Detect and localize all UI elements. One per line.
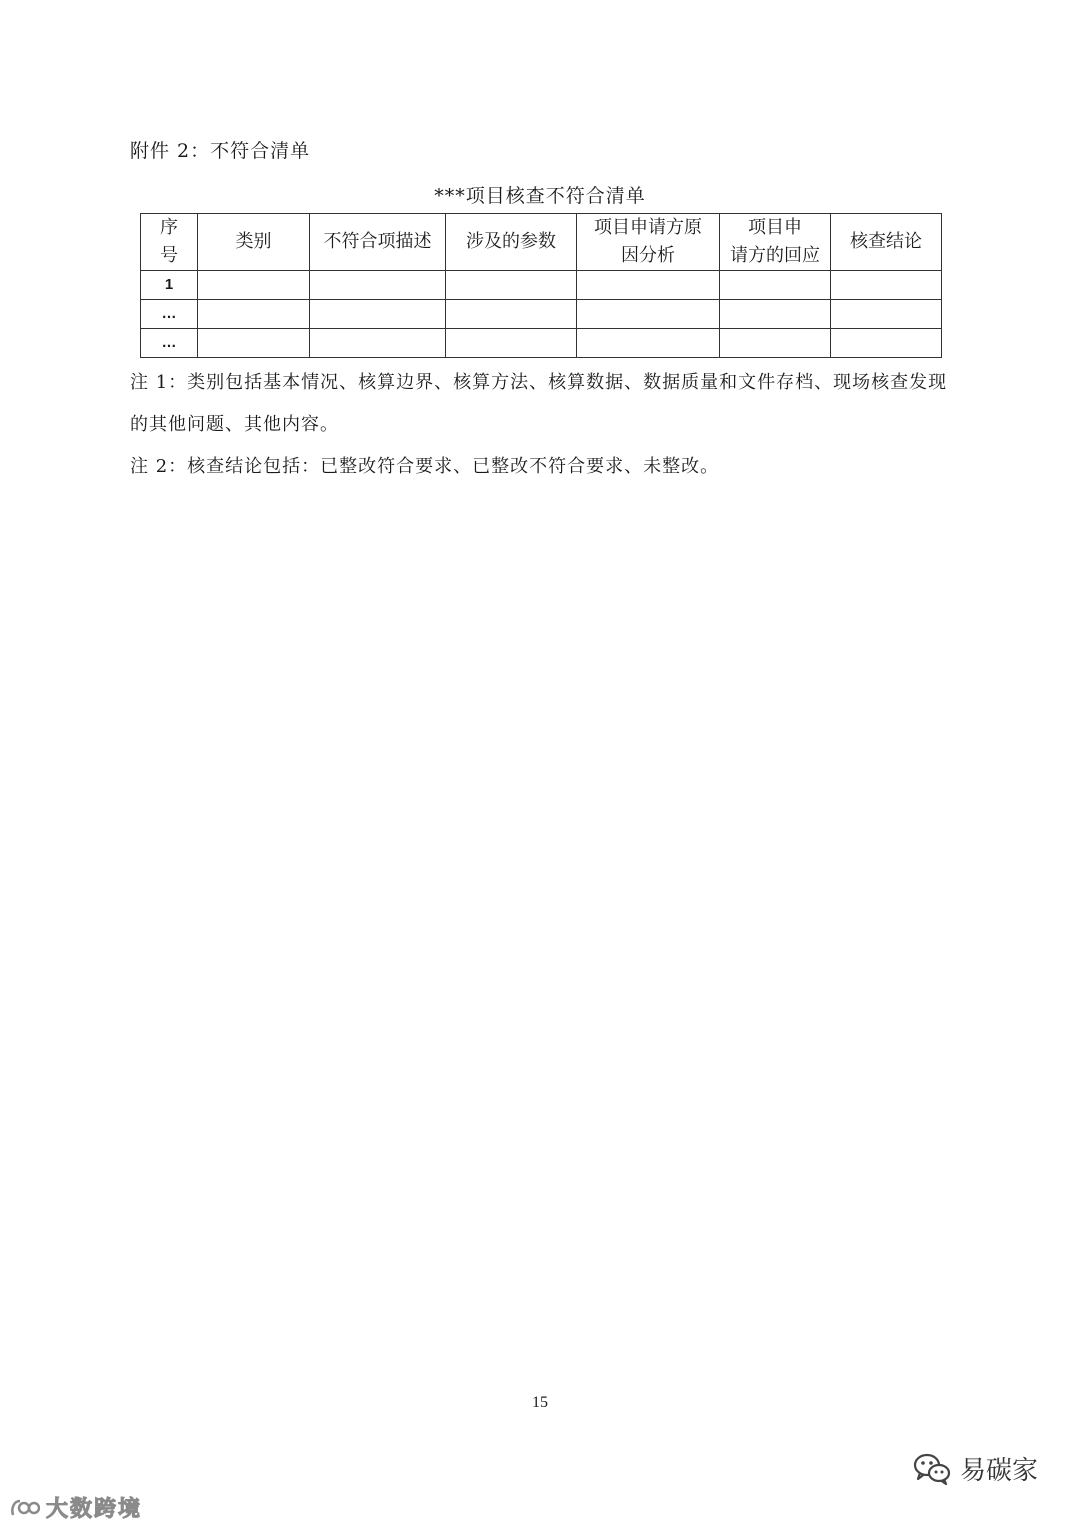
header-description: 不符合项描述: [310, 214, 446, 271]
attachment-heading: 附件 2：不符合清单: [130, 140, 311, 162]
table-cell: [198, 329, 310, 358]
table-cell: [577, 300, 720, 329]
table-cell: [310, 300, 446, 329]
table-cell: [720, 300, 831, 329]
page-number: 15: [532, 1394, 548, 1411]
non-conformity-table: [140, 213, 942, 358]
table-cell: [198, 300, 310, 329]
row-seq: 1: [141, 271, 198, 300]
header-category: 类别: [198, 214, 310, 271]
table-cell: [831, 329, 942, 358]
table-row: [141, 329, 942, 358]
table-header-row: [141, 214, 942, 271]
table-cell: [446, 329, 577, 358]
note-1: 注 1：类别包括基本情况、核算边界、核算方法、核算数据、数据质量和文件存档、现场核查发现的其他问题、其他内容。: [130, 372, 948, 435]
note-2: 注 2：核查结论包括：已整改符合要求、已整改不符合要求、未整改。: [130, 456, 720, 477]
table-cell: [831, 271, 942, 300]
header-response: 项目申 请方的回应: [720, 214, 831, 271]
header-seq: 序 号: [141, 214, 198, 271]
table-cell: [446, 271, 577, 300]
row-seq: …: [141, 329, 198, 358]
table-cell: [577, 271, 720, 300]
table-cell: [577, 329, 720, 358]
row-seq: …: [141, 300, 198, 329]
wechat-icon: [912, 1452, 952, 1486]
table-cell: [720, 271, 831, 300]
table-cell: [831, 300, 942, 329]
table-title: ***项目核查不符合清单: [434, 185, 646, 207]
watermark-right-text: 易碳家: [960, 1456, 1039, 1486]
table-row: [141, 300, 942, 329]
table-row: [141, 271, 942, 300]
header-cause-analysis: 项目申请方原 因分析: [577, 214, 720, 271]
table-cell: [720, 329, 831, 358]
table-cell: [198, 271, 310, 300]
table-cell: [310, 271, 446, 300]
header-parameters: 涉及的参数: [446, 214, 577, 271]
table-cell: [446, 300, 577, 329]
watermark-left: [10, 1492, 142, 1523]
watermark-right: [912, 1450, 1038, 1487]
watermark-left-text: 大数跨境: [46, 1497, 143, 1522]
header-conclusion: 核查结论: [831, 214, 942, 271]
watermark-logo-icon: [10, 1498, 40, 1518]
table-cell: [310, 329, 446, 358]
